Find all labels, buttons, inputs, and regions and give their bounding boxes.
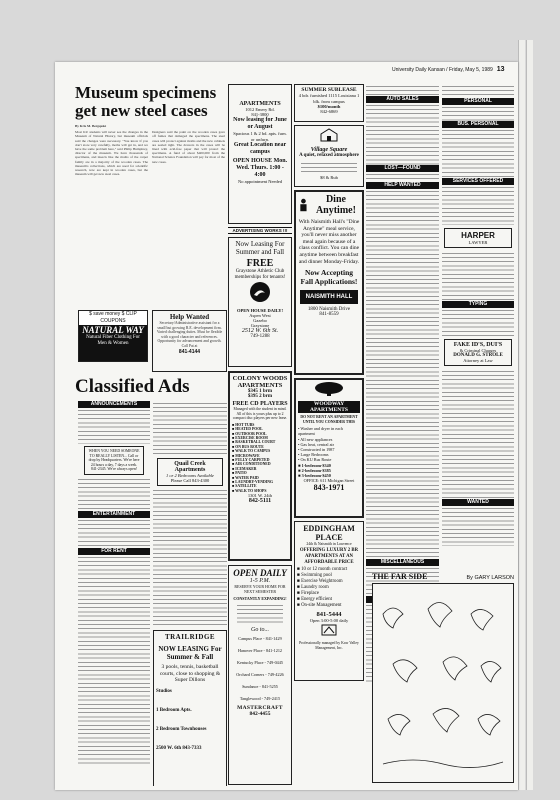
section-personal: PERSONAL: [442, 98, 514, 105]
ad-text-block: [442, 308, 514, 336]
eddingham-features: [297, 567, 361, 609]
graystone-text: Graystone Athletic Club memberships for tenants!: [234, 269, 286, 280]
cartoon-drawing: [373, 584, 513, 782]
open-daily-card: MASTERCRAFT: [237, 705, 283, 711]
woodway-feature: • Large Bedrooms: [298, 452, 329, 458]
open-daily-location: Hanover Place - 841-1212: [237, 648, 283, 653]
woodway-price: ■ 3-bedroom-$450: [298, 473, 331, 479]
village-square-name: Village Square: [310, 147, 348, 153]
colony-woods-feature: ■ WALK TO CAMPUS: [232, 449, 271, 454]
help-wanted-phone: 841-4144: [178, 348, 201, 355]
quail-creek-title: Quail Creek Apartments: [174, 461, 206, 473]
quail-creek-ad: [157, 458, 223, 486]
section-miscellaneous: MISCELLANEOUS: [366, 559, 439, 566]
house-logo-icon: [319, 128, 339, 142]
woodway-phone: 843-1971: [313, 483, 345, 493]
tree-logo-icon: [298, 382, 360, 396]
ad-text-block: [442, 128, 514, 178]
trailridge-ad: [153, 630, 227, 786]
help-wanted-text: Secretary/Administrative assistant for a small but growing R.E. development firm. Varied challenging duties. Must be flexible with a good character and references. Opportunity for advancement and growth. Call Pat at: [156, 321, 223, 348]
ad-text-block: [366, 189, 439, 559]
classified-column-1: [78, 401, 150, 786]
display-ads-column-a: [228, 84, 292, 786]
apartments-leasing: Now leasing for June or August: [233, 117, 287, 130]
page-edge: [518, 40, 525, 790]
headline: Museum specimens get new steel cases: [75, 84, 217, 120]
apartments-units: Spacious 1 & 2 bd. apts. furn. or unfurn.: [233, 131, 287, 142]
colony-woods-feature: ■ HEATED POOL: [232, 427, 263, 432]
ad-text-block: [78, 555, 150, 765]
classified-right-column-2: [442, 84, 514, 554]
colony-woods-cd-offer: FREE CD PLAYERS: [232, 401, 288, 407]
graystone-address: 2512 W. 6th St.: [241, 328, 279, 334]
woodway-price: ■ 2-bedroom-$385: [298, 467, 331, 473]
ad-text-block: [78, 408, 150, 444]
ad-text-block: [153, 401, 227, 456]
eddingham-offer: OFFERING LUXURY 2 BR APARTMENTS AT AN AFFORDABLE PRICE: [299, 548, 359, 565]
trailridge-lease: NOW LEASING For Summer & Fall: [158, 645, 222, 661]
section-services-offered: SERVICES OFFERED: [442, 178, 514, 185]
colony-woods-feature: ■ MICROWAVE: [232, 453, 260, 458]
help-wanted-title: Help Wanted: [169, 313, 210, 321]
eddingham-feature: ■ Fireplace: [297, 591, 319, 597]
ad-text-block: [442, 251, 514, 301]
store-name: NATURAL WAY: [82, 325, 144, 335]
apartments-appointment: No appointment Needed: [238, 179, 282, 184]
masthead: [392, 66, 505, 73]
open-daily-location: Orchard Corners - 749-4226: [236, 672, 284, 677]
help-wanted-ad: [152, 310, 227, 372]
colony-woods-address: 1301 W. 24th: [247, 493, 273, 499]
dine-phone: 841-8559: [319, 312, 339, 318]
page-edge: [526, 40, 533, 790]
display-ads-column-b: [294, 84, 364, 786]
sublease-title: SUMMER SUBLEASE: [301, 87, 357, 93]
apartments-title: APARTMENTS: [239, 101, 281, 107]
village-square-ad: [294, 125, 364, 187]
colony-woods-feature: ■ BASKETBALL COURT: [232, 440, 276, 445]
natural-way-ad: [78, 310, 148, 362]
graystone-list-item: Graystone: [250, 323, 270, 328]
village-square-text: A quiet, relaxed atmosphere: [299, 153, 359, 158]
sublease-phone: 842-6869: [320, 109, 338, 114]
section-typing: TYPING: [442, 301, 514, 308]
coupon-label: $ save money $ CLIP COUPONS: [79, 311, 147, 325]
colony-woods-phone: 842-5111: [248, 498, 272, 505]
eddingham-feature: ■ Swimming pool: [297, 573, 332, 579]
article-body: Most KU students will never see the changes in the Museum of Natural History, but museum officials said the changes were necessary. "You know if you don't store very carefully, moths will get in, and we have the same problem here," said Philip Humphrey, director of the museum. We have thousands of specimens, and insects like the moths of the carpet family are in a majority of the wooden cases. The museum's collections, which are used for scientific research, now are kept in wooden cases, but the museum will get new steel cases.: [75, 130, 148, 177]
woodway-title: WOODWAY APARTMENTS: [298, 401, 360, 413]
apartments-address: 1012 Emery Rd.: [245, 107, 275, 112]
dine-title: Dine Anytime!: [315, 194, 356, 216]
trailridge-phone: 2500 W. 6th 843-7333: [156, 745, 202, 751]
strole-sub: & Criminal Charges: [459, 348, 497, 353]
eddingham-manager: Professionally managed by Kaw Valley Management, Inc.: [299, 641, 359, 650]
ad-text-block: [442, 506, 514, 546]
section-auto-sales: AUTO SALES: [366, 96, 439, 103]
eddingham-feature: ■ Energy efficient: [297, 597, 332, 603]
store-tagline: Natural Fiber Clothing For Men & Women: [86, 335, 140, 346]
eddingham-feature: ■ On-site Management: [297, 603, 342, 609]
open-daily-ad: [228, 565, 292, 785]
colony-woods-feature: ■ PATIO: [232, 471, 247, 476]
ad-text-block: [442, 369, 514, 499]
graystone-list-item: Gazebo: [253, 318, 267, 323]
section-for-rent: FOR RENT: [78, 548, 150, 555]
woodway-feature: • Gas heat, central air: [298, 441, 334, 447]
section-wanted: WANTED: [442, 499, 514, 506]
open-daily-title: OPEN DAILY: [233, 568, 287, 578]
woodway-feature: • All new appliances: [298, 436, 333, 442]
woodway-prices: [298, 463, 360, 479]
classified-header: [75, 376, 227, 398]
colony-woods-feature: ■ ON BUS ROUTE: [232, 444, 264, 449]
village-square-price: $8 & Rub: [320, 175, 338, 180]
open-daily-location: Tanglewood - 749-2415: [239, 696, 281, 701]
advertising-works-banner: ADVERTISING WORKS !!!: [228, 227, 292, 234]
section-announcements: ANNOUNCEMENTS: [78, 401, 150, 408]
classified-column-2: [153, 401, 227, 786]
open-daily-location: Kentucky Place - 749-0445: [237, 660, 283, 665]
headquarters-notice: WHEN YOU NEED SOMEONE TO REALLY LISTEN... Call or drop by Headquarters. We're here 24 hours a day, 7 days a week. 841-2345. We're always open!: [84, 446, 144, 475]
eddingham-feature: ■ Laundry room: [297, 585, 329, 591]
graystone-phone: 749-1288: [250, 334, 270, 339]
colony-woods-ad: [228, 371, 292, 561]
colony-woods-feature: ■ ICEMAKER: [232, 466, 257, 471]
colony-woods-feature: ■ OUTDOOR POOL: [232, 431, 267, 436]
naismith-dine-ad: [294, 190, 364, 375]
strole-ad: [444, 339, 512, 366]
colony-woods-price: $345 1 brm: [247, 389, 273, 394]
eddingham-feature: ■ Exercise Weightroom: [297, 579, 343, 585]
ad-text-block: [442, 105, 514, 121]
open-daily-locations: [231, 633, 289, 705]
eddingham-sub: 24th & Naismith in Lawrence: [306, 542, 352, 546]
woodway-office: OFFICE: 611 Michigan Street: [303, 478, 355, 484]
strole-name: DONALD G. STROLE: [453, 353, 503, 358]
colony-woods-feature: ■ WATER PAID: [232, 475, 259, 480]
masthead-text: University Daily Kansan / Friday, May 5, 1989: [392, 67, 493, 73]
trailridge-one-br: 1 Bedroom Apts.: [156, 707, 192, 713]
open-daily-location: Sundance - 841-5255: [242, 684, 278, 689]
cartoon: [372, 572, 514, 786]
trailridge-studios: Studios: [156, 688, 172, 694]
ad-text-block: [78, 518, 150, 548]
harper-name: HARPER: [461, 231, 495, 240]
graystone-ad: [228, 237, 292, 367]
apartments-location: Great Location near campus: [233, 142, 287, 155]
ad-text-block: [366, 103, 439, 165]
ad-text-block: [78, 477, 150, 511]
section-bus-personal: BUS. PERSONAL: [442, 121, 514, 128]
colony-woods-feature: ■ WALK TO SHOPS: [232, 488, 267, 493]
graystone-list-item: Aspen West: [249, 313, 271, 318]
colony-woods-feature: ■ HOT TUBS: [232, 422, 255, 427]
colony-woods-features: [232, 423, 288, 494]
eddingham-ad: [294, 521, 364, 681]
trailridge-title: TRAILRIDGE: [164, 633, 216, 641]
section-entertainment: ENTERTAINMENT: [78, 511, 150, 518]
woodway-ad: [294, 378, 364, 518]
sublease-ad: [294, 84, 364, 122]
colony-woods-feature: ■ LAUNDRY-VENDING: [232, 480, 273, 485]
colony-woods-feature: ■ SATELLITE: [232, 484, 257, 489]
colony-woods-cd-text: Managed with the student in mind. All of this is yours plus up to 2 compact disc players per new lease.: [232, 407, 288, 421]
woodway-feature: • Washer and dryer in each apartment: [298, 426, 343, 437]
section-help-wanted: HELP WANTED: [366, 182, 439, 189]
woodway-feature: • Constructed in 1987: [298, 447, 335, 452]
eddingham-hours: Open 3:00-5:00 daily: [309, 618, 349, 624]
ad-text-block: [301, 161, 357, 173]
section-lost-found: LOST—FOUND: [366, 165, 439, 172]
open-daily-features: [237, 603, 283, 625]
diner-figure-icon: [298, 196, 309, 214]
graystone-title: Now Leasing For Summer and Fall: [235, 240, 285, 256]
colony-woods-price: $395 2 brm: [247, 394, 273, 399]
cartoon-panel: [372, 583, 514, 783]
colony-woods-feature: ■ EXERCISE ROOM: [232, 436, 268, 440]
dine-leasing: Now Accepting Fall Applications!: [300, 268, 358, 286]
swan-logo-icon: [245, 281, 275, 303]
quail-creek-phone: Please Call 843-4300: [170, 478, 210, 483]
eddingham-phone: 841-5444: [316, 611, 342, 619]
apartments-open-house: OPEN HOUSE Mon. Wed. Thurs. 1:00 - 4:00: [232, 158, 288, 178]
sublease-text: 4 bdr. furnished 1115 Louisiana 1 blk. from campus: [298, 93, 360, 104]
colony-woods-feature: ■ AIR CONDITIONED: [232, 462, 271, 467]
eddingham-title: EDDINGHAM PLACE: [303, 524, 355, 542]
open-daily-sub: RESERVE YOUR HOME FOR NEXT SEMESTER: [234, 584, 286, 594]
eddingham-feature: ■ 10 or 12 month contract: [297, 567, 348, 573]
apartments-phone: 841-3800: [251, 112, 269, 117]
ad-text-block: [366, 84, 439, 96]
open-daily-phone: 842-4455: [249, 711, 271, 717]
harper-ad: [444, 228, 512, 248]
dine-text: With Naismith Hall's "Dine Anytime" meal service, you'll never miss another meal again because of a class conflict. You can dine anytime between breakfast and dinner Monday-Friday.: [298, 219, 360, 265]
dine-address: 1800 Naismith Drive: [307, 307, 351, 313]
open-daily-hours: 1-5 P.M.: [249, 578, 271, 584]
strole-role: Attorney at Law: [463, 358, 493, 363]
open-daily-brand: CONSTANTLY EXPANDING!: [233, 596, 287, 601]
cartoon-author: By GARY LARSON: [466, 575, 514, 581]
ad-text-block: [366, 172, 439, 182]
classified-title: Classified Ads: [75, 376, 190, 397]
ad-text-block: [442, 84, 514, 98]
strole-title: FAKE ID'S, DUI'S: [453, 342, 503, 348]
article-body-2: Designers said the paint on the wooden cases gave off fumes that damaged the specimens. The steel cases will protect against moths and the new cabinets are sealed tight. The drawers in the cases will be lined with acid-free paper that will protect the specimens. A fund of about $400,000 from the National Science Foundation will pay for most of the new cases.: [152, 130, 225, 164]
colony-woods-feature: ■ FULLY CARPETED: [232, 458, 270, 463]
ad-text-block: [442, 185, 514, 225]
open-daily-go: Go to...: [251, 627, 269, 633]
woodway-feature: • On KU Bus Route: [298, 457, 332, 463]
graystone-open: OPEN HOUSE DAILY!: [236, 308, 284, 313]
graystone-free: FREE: [246, 258, 274, 269]
eddingham-logo-icon: [321, 624, 337, 636]
open-daily-location: Campus Place - 841-1429: [238, 636, 282, 641]
apartments-ad: [228, 84, 292, 224]
naismith-hall-logo: NAISMITH HALL: [300, 290, 358, 304]
trailridge-two-br: 2 Bedroom Townhouses: [156, 726, 207, 732]
cartoon-title: THE FAR SIDE: [372, 572, 428, 581]
woodway-price: ■ 1-bedroom-$340: [298, 462, 331, 468]
woodway-sub: DO NOT RENT AN APARTMENT UNTIL YOU CONSIDER THIS: [300, 415, 358, 424]
page-number: 13: [496, 66, 505, 73]
byline: By Kris M. Bergquist: [75, 124, 107, 128]
article: [75, 84, 225, 309]
ad-text-block: [153, 488, 227, 628]
harper-role: LAWYER: [468, 240, 488, 245]
quail-creek-line: 1 or 2 Bedrooms Available: [166, 473, 214, 478]
woodway-features: [298, 426, 360, 462]
trailridge-features: 3 pools, tennis, basketball courts, close to shopping & Super Dillons: [159, 664, 221, 683]
sublease-price: $100/month: [317, 104, 341, 109]
colony-woods-title: COLONY WOODS APARTMENTS: [232, 375, 288, 389]
